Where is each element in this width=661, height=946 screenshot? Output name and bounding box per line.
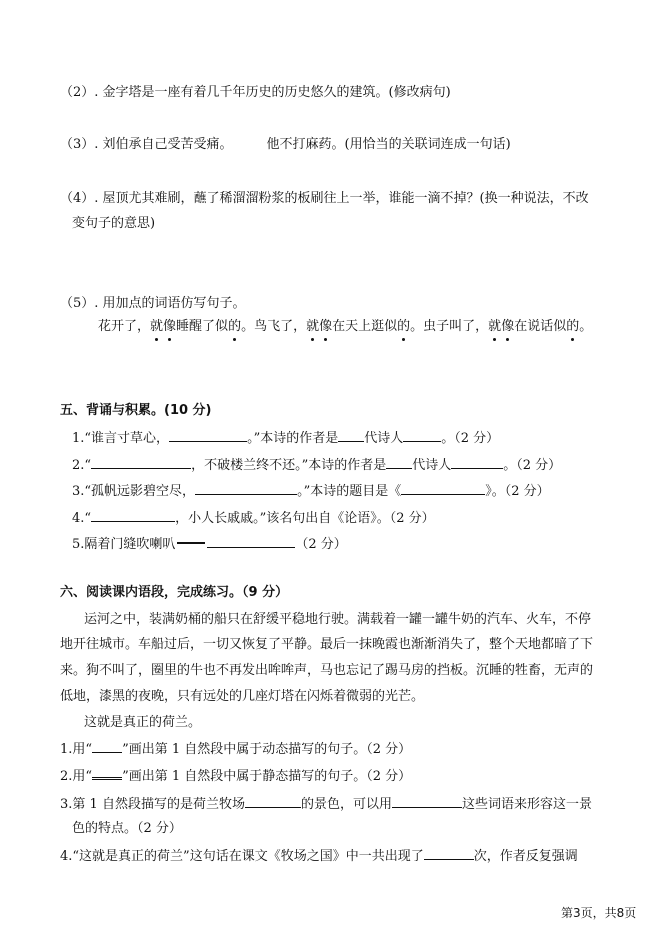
reading-passage-paragraph-2: 这就是真正的荷兰。 (84, 715, 202, 730)
answer-blank[interactable] (386, 455, 412, 469)
section-5-item-1: 1.“谁言寸草心， 。”本诗的作者是 代诗人 。（2 分） (72, 428, 499, 448)
answer-blank[interactable] (451, 455, 503, 469)
section-6-question-4: 4.“这就是真正的荷兰”这句话在课文《牧场之国》中一共出现了 次，作者反复强调 (60, 846, 578, 866)
answer-blank[interactable] (245, 794, 301, 808)
question-4-4-line2: 变句子的意思) (72, 216, 156, 231)
section-5-item-5: 5.隔着门缝吹喇叭 （2 分） (72, 534, 347, 554)
page-number: 第3页，共8页 (561, 906, 637, 920)
section-6-question-3-line1: 3.第 1 自然段描写的是荷兰牧场 的景色，可以用 这些词语来形容这一景 (60, 794, 592, 814)
question-4-4-line1: （4）. 屋顶尤其难刷，蘸了稀溜溜粉浆的板刷往上一举，谁能一滴不掉？(换一种说法，不改 (60, 191, 589, 206)
answer-blank[interactable] (392, 794, 462, 808)
section-5-item-4: 4.“ ，小人长戚戚。”该名句出自《论语》。（2 分） (72, 508, 435, 528)
section-5-item-2: 2.“ ，不破楼兰终不还。”本诗的作者是 代诗人 。（2 分） (72, 455, 561, 475)
wavy-line-sample (92, 767, 122, 780)
answer-blank[interactable] (207, 534, 295, 548)
question-4-3-part-a: （3）. 刘伯承自己受苦受痛。 (60, 137, 233, 152)
answer-blank[interactable] (424, 846, 474, 860)
section-5-title: 五、背诵与积累。(10 分) (60, 403, 212, 418)
answer-blank[interactable] (401, 481, 485, 495)
underline-sample (92, 742, 122, 753)
section-6-question-3-line2: 色的特点。（2 分） (72, 821, 182, 836)
answer-blank[interactable] (169, 428, 247, 442)
section-6-question-2: 2.用“ ”画出第 1 自然段中属于静态描写的句子。（2 分） (60, 769, 412, 784)
question-4-2: （2）. 金字塔是一座有着几千年历史的历史悠久的建筑。(修改病句) (60, 85, 451, 100)
answer-blank[interactable] (195, 481, 297, 495)
reading-passage-line-1: 运河之中，装满奶桶的船只在舒缓平稳地行驶。满载着一罐一罐牛奶的汽车、火车，不停 (84, 612, 592, 627)
section-5-item-3: 3.“孤帆远影碧空尽， 。”本诗的题目是《 》。（2 分） (72, 481, 550, 501)
question-4-3-part-b: 他不打麻药。(用恰当的关联词连成一句话) (266, 137, 511, 152)
dash-mark (177, 542, 205, 544)
reading-passage-line-4: 低地，漆黑的夜晚，只有远处的几座灯塔在闪烁着微弱的光芒。 (60, 689, 425, 704)
section-6-title: 六、阅读课内语段，完成练习。（9 分） (60, 585, 289, 600)
answer-blank[interactable] (403, 428, 441, 442)
question-4-5: （5）. 用加点的词语仿写句子。 (60, 296, 246, 311)
answer-blank[interactable] (91, 508, 175, 522)
answer-blank[interactable] (338, 428, 364, 442)
reading-passage-line-3: 来。狗不叫了，圈里的牛也不再发出哞哞声，马也忘记了踢马房的挡板。沉睡的牲畜，无声的 (60, 663, 594, 678)
question-4-5-example: 花开了，就像睡醒了似的。鸟飞了，就像在天上逛似的。虫子叫了，就像在说话似的。 (98, 319, 593, 334)
question-4-3 (60, 136, 511, 154)
answer-blank[interactable] (91, 455, 191, 469)
reading-passage-line-2: 地开往城市。车船过后，一切又恢复了平静。最后一抹晚霞也渐渐消失了，整个天地都暗了下 (60, 637, 594, 652)
section-6-question-1: 1.用“ ”画出第 1 自然段中属于动态描写的句子。（2 分） (60, 742, 412, 757)
